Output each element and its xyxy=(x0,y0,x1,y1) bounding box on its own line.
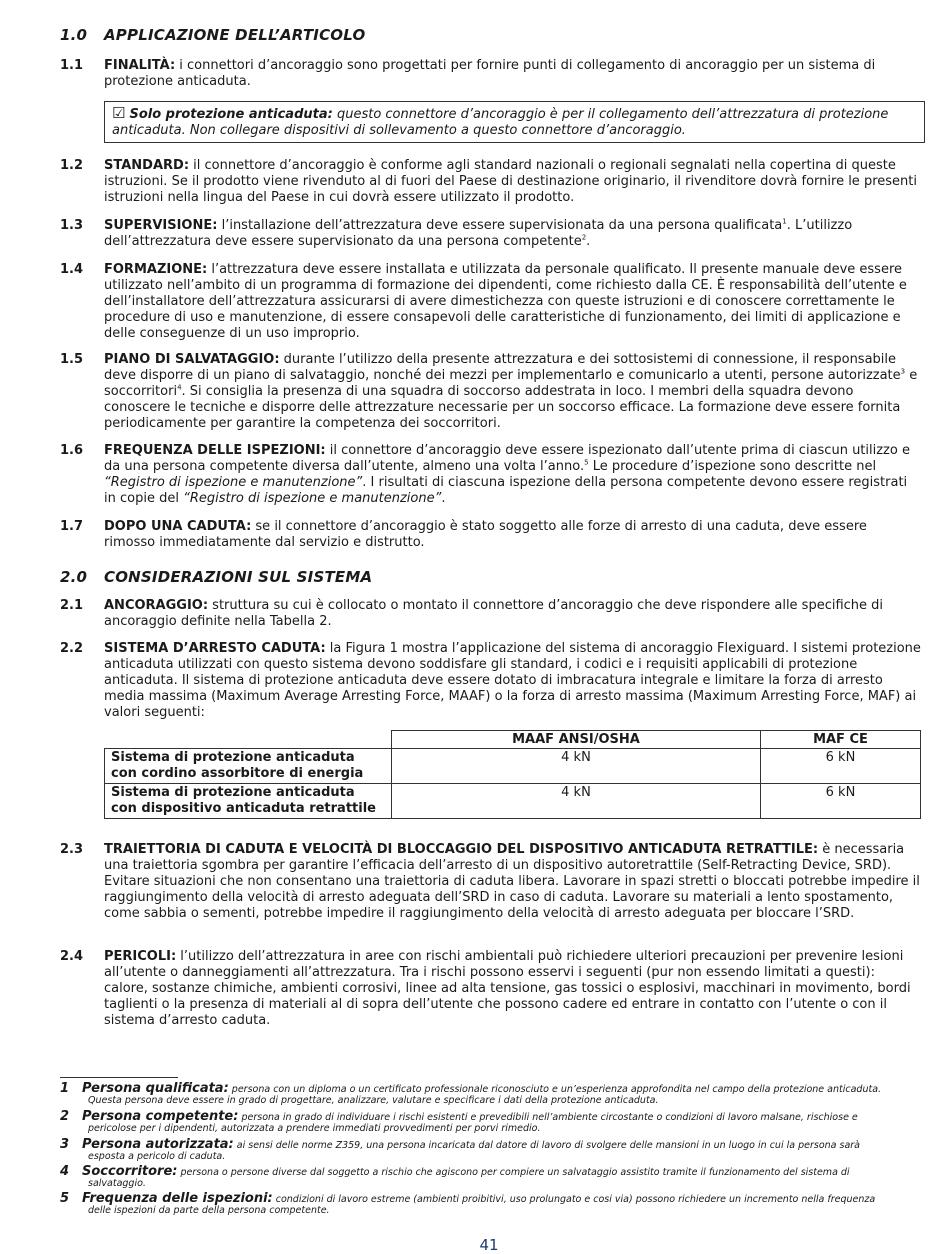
table-row: Sistema di protezione anticaduta con dispositivo anticaduta retrattile 4 kN 6 kN xyxy=(105,784,921,819)
footnote-1: 1 Persona qualificata: persona con un diploma o un certificato professionale riconosciuto e un’esperienza approfondita nel campo della protezione anticaduta. Questa persona deve essere in grado di progettare, analizzare, valutare e specificare i dati della protezione anticaduta. xyxy=(60,1081,882,1106)
paragraph-1-6: 1.6 FREQUENZA DELLE ISPEZIONI: il connettore d’ancoraggio deve essere ispezionato dall’utente prima di ciascun utilizzo e da una persona competente diversa dall’utente, almeno una volta l’anno.$^5$ Le procedure d’ispezione sono descritte nel “Registro di ispezione e manutenzione”. I risultati di ciascuna ispezione della persona competente devono essere registrati in copie del “Registro di ispezione e manutenzione”. xyxy=(60,443,910,506)
page-number: 41 xyxy=(479,1236,499,1254)
table-header-maaf: MAAF ANSI/OSHA xyxy=(392,731,761,749)
footnote-4: 4 Soccorritore: persona o persone diverse dal soggetto a rischio che agiscono per compiere un salvataggio assistito tramite il funzionamento del sistema di salvataggio. xyxy=(60,1164,850,1189)
footnote-5: 5 Frequenza delle ispezioni: condizioni di lavoro estreme (ambienti proibitivi, uso prolungato e cosi via) possono richiedere un incremento nella frequenza delle ispezioni da parte della persona competente. xyxy=(60,1191,876,1216)
table-row: Sistema di protezione anticaduta con cordino assorbitore di energia 4 kN 6 kN xyxy=(105,749,921,784)
paragraph-1-4: 1.4 FORMAZIONE: l’attrezzatura deve essere installata e utilizzata da personale qualificato. Il presente manuale deve essere utilizzato nell’ambito di un programma di formazione dei dipendenti, come richiesto dalla CE. È responsabilità dell’utente e dell’installatore dell’attrezzatura assicurarsi di avere dimestichezza con queste istruzioni e di conoscere correttamente le procedure di uso e manutenzione, di essere consapevoli delle caratteristiche di funzionamento, dei limiti di applicazione e delle conseguenze di un uso improprio. xyxy=(60,262,907,341)
footnote-divider xyxy=(60,1077,178,1078)
paragraph-1-3: 1.3 SUPERVISIONE: l’installazione dell’attrezzatura deve essere supervisionata da una persona qualificata$^1$. L’utilizzo dell’attrezzatura deve essere supervisionato da una persona competente$^2$. xyxy=(60,217,853,249)
table-corner xyxy=(105,731,392,749)
paragraph-2-4: 2.4 PERICOLI: l’utilizzo dell’attrezzatura in aree con rischi ambientali può richiedere ulteriori precauzioni per prevenire lesioni all’utente o danneggiamenti all’attrezzatura. Tra i rischi possono esservi i seguenti (pur non essendo limitati a questi): calore, sostanze chimiche, ambienti corrosivi, linee ad alta tensione, gas tossici o esplosivi, macchinari in movimento, bordi taglienti o la presenza di materiali al di sopra dell’utente che possono cadere ed entrare in contatto con l’utente o con il sistema d’arresto caduta. xyxy=(60,949,911,1028)
paragraph-1-5: 1.5 PIANO DI SALVATAGGIO: durante l’utilizzo della presente attrezzatura e dei sottosistemi di connessione, il responsabile deve disporre di un piano di salvataggio, nonché dei mezzi per implementarlo e comunicarlo a utenti, persone autorizzate$^3$ e soccorritori$^4$. Si consiglia la presenza di una squadra di soccorso addestrata in loco. I membri della squadra devono conoscere le tecniche e disporre delle attrezzature necessarie per un soccorso efficace. La formazione deve essere fornita periodicamente per garantire la competenza dei soccorritori. xyxy=(60,352,918,431)
footnote-2: 2 Persona competente: persona in grado di individuare i rischi esistenti e prevedibili nell’ambiente circostante o condizioni di lavoro malsane, rischiose e pericolose per i dipendenti, autorizzata a prendere immediati provvedimenti per porvi rimedio. xyxy=(60,1109,858,1134)
paragraph-1-2: 1.2 STANDARD: il connettore d’ancoraggio è conforme agli standard nazionali o regionali segnalati nella copertina di queste istruzioni. Se il prodotto viene rivenduto al di fuori del Paese di destinazione originario, il rivenditore dovrà fornire le presenti istruzioni nella lingua del Paese in cui dovrà essere utilizzato il prodotto. xyxy=(60,158,917,205)
fall-protection-only-note: ☑ Solo protezione anticaduta: questo connettore d’ancoraggio è per il collegamento dell’attrezzatura di protezione anticaduta. Non collegare dispositivi di sollevamento a questo connettore d’ancoraggio. xyxy=(104,101,925,143)
section-title-2: 2.0 CONSIDERAZIONI SUL SISTEMA xyxy=(60,568,373,586)
table-header-maf: MAF CE xyxy=(760,731,920,749)
paragraph-1-1: 1.1 FINALITÀ: i connettori d’ancoraggio sono progettati per fornire punti di collegamento di ancoraggio per un sistema di protezione anticaduta. xyxy=(60,58,876,89)
paragraph-2-3: 2.3 TRAIETTORIA DI CADUTA E VELOCITÀ DI BLOCCAGGIO DEL DISPOSITIVO ANTICADUTA RETRATTILE: è necessaria una traiettoria sgombra per garantire l’efficacia dell’arresto di un dispositivo autoretrattile (Self-Retracting Device, SRD). Evitare situazioni che non consentano una traiettoria di caduta libera. Lavorare in spazi stretti o bloccati potrebbe impedire il raggiungimento della velocità di arresto adeguata dell’SRD in caso di caduta. Lavorare su materiali a lento spostamento, come sabbia o sementi, potrebbe impedire il raggiungimento della velocità di arresto adeguata per bloccare l’SRD. xyxy=(60,842,920,921)
paragraph-2-2: 2.2 SISTEMA D’ARRESTO CADUTA: la Figura 1 mostra l’applicazione del sistema di ancoraggio Flexiguard. I sistemi protezione anticaduta utilizzati con questo sistema devono soddisfare gli standard, i codici e i requisiti applicabili di protezione anticaduta. Il sistema di protezione anticaduta deve essere dotato di imbracatura integrale e limitare la forza di arresto media massima (Maximum Average Arresting Force, MAAF) o la forza di arresto massima (Maximum Arresting Force, MAF) ai valori seguenti: xyxy=(60,641,921,720)
arresting-force-table xyxy=(104,730,921,819)
paragraph-2-1: 2.1 ANCORAGGIO: struttura su cui è collocato o montato il connettore d’ancoraggio che deve rispondere alle specifiche di ancoraggio definite nella Tabella 2. xyxy=(60,598,884,629)
checkbox-icon: ☑ xyxy=(112,104,126,122)
footnote-3: 3 Persona autorizzata: ai sensi delle norme Z359, una persona incaricata dal datore di lavoro di svolgere delle mansioni in un luogo in cui la persona sarà esposta a pericolo di caduta. xyxy=(60,1137,860,1162)
section-title-1: 1.0 APPLICAZIONE DELL’ARTICOLO xyxy=(60,26,366,44)
paragraph-1-7: 1.7 DOPO UNA CADUTA: se il connettore d’ancoraggio è stato soggetto alle forze di arresto di una caduta, deve essere rimosso immediatamente dal servizio e distrutto. xyxy=(60,519,867,550)
